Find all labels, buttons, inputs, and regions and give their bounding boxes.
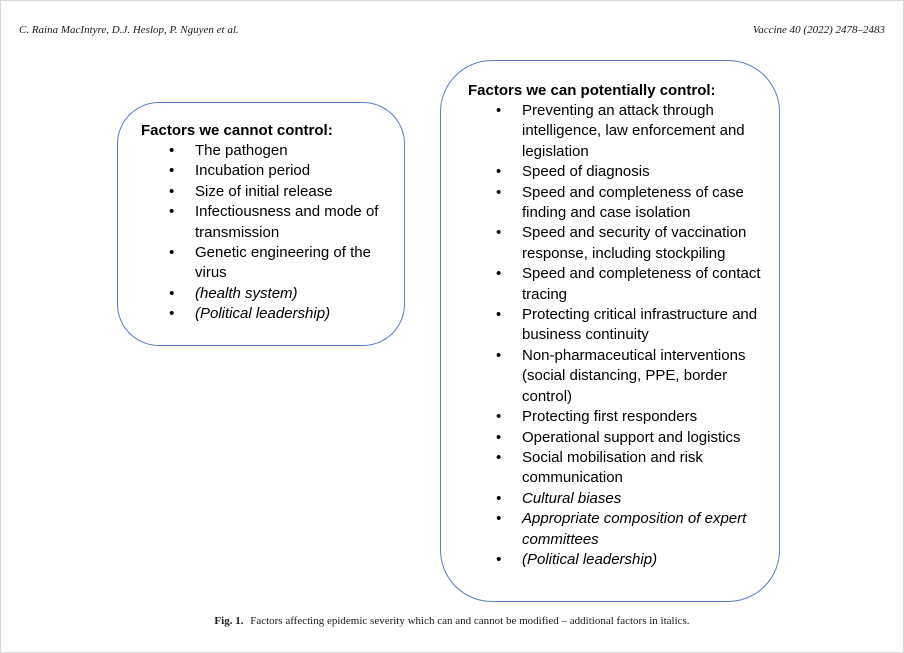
list-item: • Speed and completeness of case finding and case isolation bbox=[468, 183, 771, 224]
can-control-list bbox=[468, 101, 771, 570]
list-item: • Speed and completeness of contact tracing bbox=[468, 264, 771, 305]
running-header-authors: C. Raina MacIntyre, D.J. Heslop, P. Nguyen et al. bbox=[19, 24, 239, 36]
list-item: • Speed of diagnosis bbox=[468, 162, 771, 182]
cannot-control-list bbox=[141, 141, 394, 325]
figure-caption-text: Factors affecting epidemic severity which can and cannot be modified – additional factors in italics. bbox=[250, 615, 690, 627]
list-item: • Protecting critical infrastructure and business continuity bbox=[468, 305, 771, 346]
list-item: • Speed and security of vaccination response, including stockpiling bbox=[468, 223, 771, 264]
can-control-box bbox=[440, 60, 780, 602]
running-header-journal: Vaccine 40 (2022) 2478–2483 bbox=[752, 24, 885, 36]
list-item: • (Political leadership) bbox=[141, 304, 394, 324]
list-item: • (health system) bbox=[141, 284, 394, 304]
list-item: • Operational support and logistics bbox=[468, 428, 771, 448]
list-item: • The pathogen bbox=[141, 141, 394, 161]
cannot-control-box bbox=[117, 102, 405, 346]
list-item: • Genetic engineering of the virus bbox=[141, 243, 394, 284]
figure-label: Fig. 1. bbox=[214, 615, 244, 627]
cannot-control-title: Factors we cannot control: bbox=[141, 122, 333, 139]
list-item: • Non-pharmaceutical interventions (social distancing, PPE, border control) bbox=[468, 346, 771, 407]
list-item: • (Political leadership) bbox=[468, 550, 771, 570]
list-item: • Size of initial release bbox=[141, 182, 394, 202]
can-control-title: Factors we can potentially control: bbox=[468, 82, 716, 99]
list-item: • Protecting first responders bbox=[468, 407, 771, 427]
figure-caption bbox=[0, 615, 904, 627]
list-item: • Incubation period bbox=[141, 161, 394, 181]
list-item: • Cultural biases bbox=[468, 489, 771, 509]
list-item: • Social mobilisation and risk communication bbox=[468, 448, 771, 489]
list-item: • Infectiousness and mode of transmission bbox=[141, 202, 394, 243]
list-item: • Preventing an attack through intelligence, law enforcement and legislation bbox=[468, 101, 771, 162]
list-item: • Appropriate composition of expert committees bbox=[468, 509, 771, 550]
